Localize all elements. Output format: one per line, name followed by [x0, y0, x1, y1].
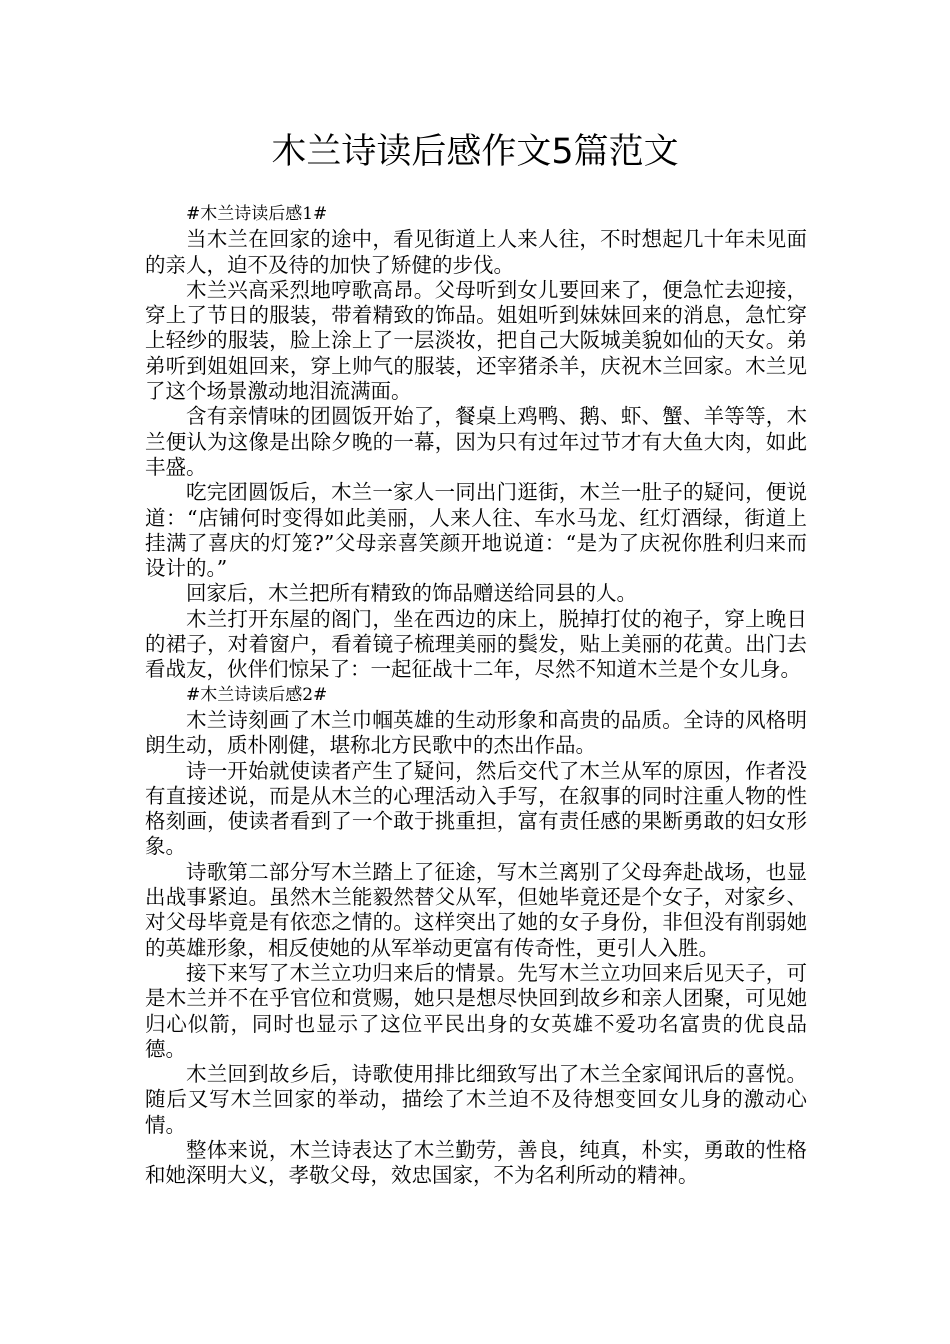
paragraph: 当木兰在回家的途中，看见街道上人来人往，不时想起几十年未见面的亲人，迫不及待的加快了矫健的步伐。 — [145, 227, 807, 277]
document-body — [145, 202, 807, 1189]
paragraph: 诗一开始就使读者产生了疑问，然后交代了木兰从军的原因，作者没有直接述说，而是从木兰的心理活动入手写，在叙事的同时注重人物的性格刻画，使读者看到了一个敢于挑重担，富有责任感的果断勇敢的妇女形象。 — [145, 758, 807, 859]
paragraph: 含有亲情味的团圆饭开始了，餐桌上鸡鸭、鹅、虾、蟹、羊等等，木兰便认为这像是出除夕晚的一幕，因为只有过年过节才有大鱼大肉，如此丰盛。 — [145, 404, 807, 479]
paragraph: 木兰回到故乡后，诗歌使用排比细致写出了木兰全家闻讯后的喜悦。随后又写木兰回家的举动，描绘了木兰迫不及待想变回女儿身的激动心情。 — [145, 1062, 807, 1137]
paragraph: 木兰兴高采烈地哼歌高昂。父母听到女儿要回来了，便急忙去迎接，穿上了节日的服装，带着精致的饰品。姐姐听到妹妹回来的消息，急忙穿上轻纱的服装，脸上涂上了一层淡妆，把自己大阪城美貌如仙的天女。弟弟听到姐姐回来，穿上帅气的服装，还宰猪杀羊，庆祝木兰回家。木兰见了这个场景激动地泪流满面。 — [145, 277, 807, 404]
document-title: 木兰诗读后感作文5篇范文 — [271, 132, 679, 172]
paragraph: 木兰打开东屋的阁门，坐在西边的床上，脱掉打仗的袍子，穿上晚日的裙子，对着窗户，看着镜子梳理美丽的鬓发，贴上美丽的花黄。出门去看战友，伙伴们惊呆了：一起征战十二年，尽然不知道木兰是个女儿身。 — [145, 606, 807, 682]
paragraph: 诗歌第二部分写木兰踏上了征途，写木兰离别了父母奔赴战场，也显出战事紧迫。虽然木兰能毅然替父从军，但她毕竟还是个女子，对家乡、对父母毕竟是有依恋之情的。这样突出了她的女子身份，非但没有削弱她的英雄形象，相反使她的从军举动更富有传奇性，更引人入胜。 — [145, 859, 807, 960]
paragraph: 木兰诗刻画了木兰巾帼英雄的生动形象和高贵的品质。全诗的风格明朗生动，质朴刚健，堪称北方民歌中的杰出作品。 — [145, 707, 807, 758]
paragraph: 吃完团圆饭后，木兰一家人一同出门逛街，木兰一肚子的疑问，便说道：“店铺何时变得如此美丽，人来人往、车水马龙、红灯酒绿，街道上挂满了喜庆的灯笼?”父母亲喜笑颜开地说道：“是为了庆祝你胜利归来而设计的。” — [145, 480, 807, 581]
paragraph: 整体来说，木兰诗表达了木兰勤劳，善良，纯真，朴实，勇敢的性格和她深明大义，孝敬父母，效忠国家，不为名利所动的精神。 — [145, 1137, 807, 1188]
section-heading: #木兰诗读后感2# — [186, 684, 328, 705]
section-heading: #木兰诗读后感1# — [186, 204, 328, 224]
paragraph: 接下来写了木兰立功归来后的情景。先写木兰立功回来后见天子，可是木兰并不在乎官位和赏赐，她只是想尽快回到故乡和亲人团聚，可见她归心似箭，同时也显示了这位平民出身的女英雄不爱功名富贵的优良品德。 — [145, 960, 807, 1061]
paragraph: 回家后，木兰把所有精致的饰品赠送给同县的人。 — [186, 581, 637, 606]
